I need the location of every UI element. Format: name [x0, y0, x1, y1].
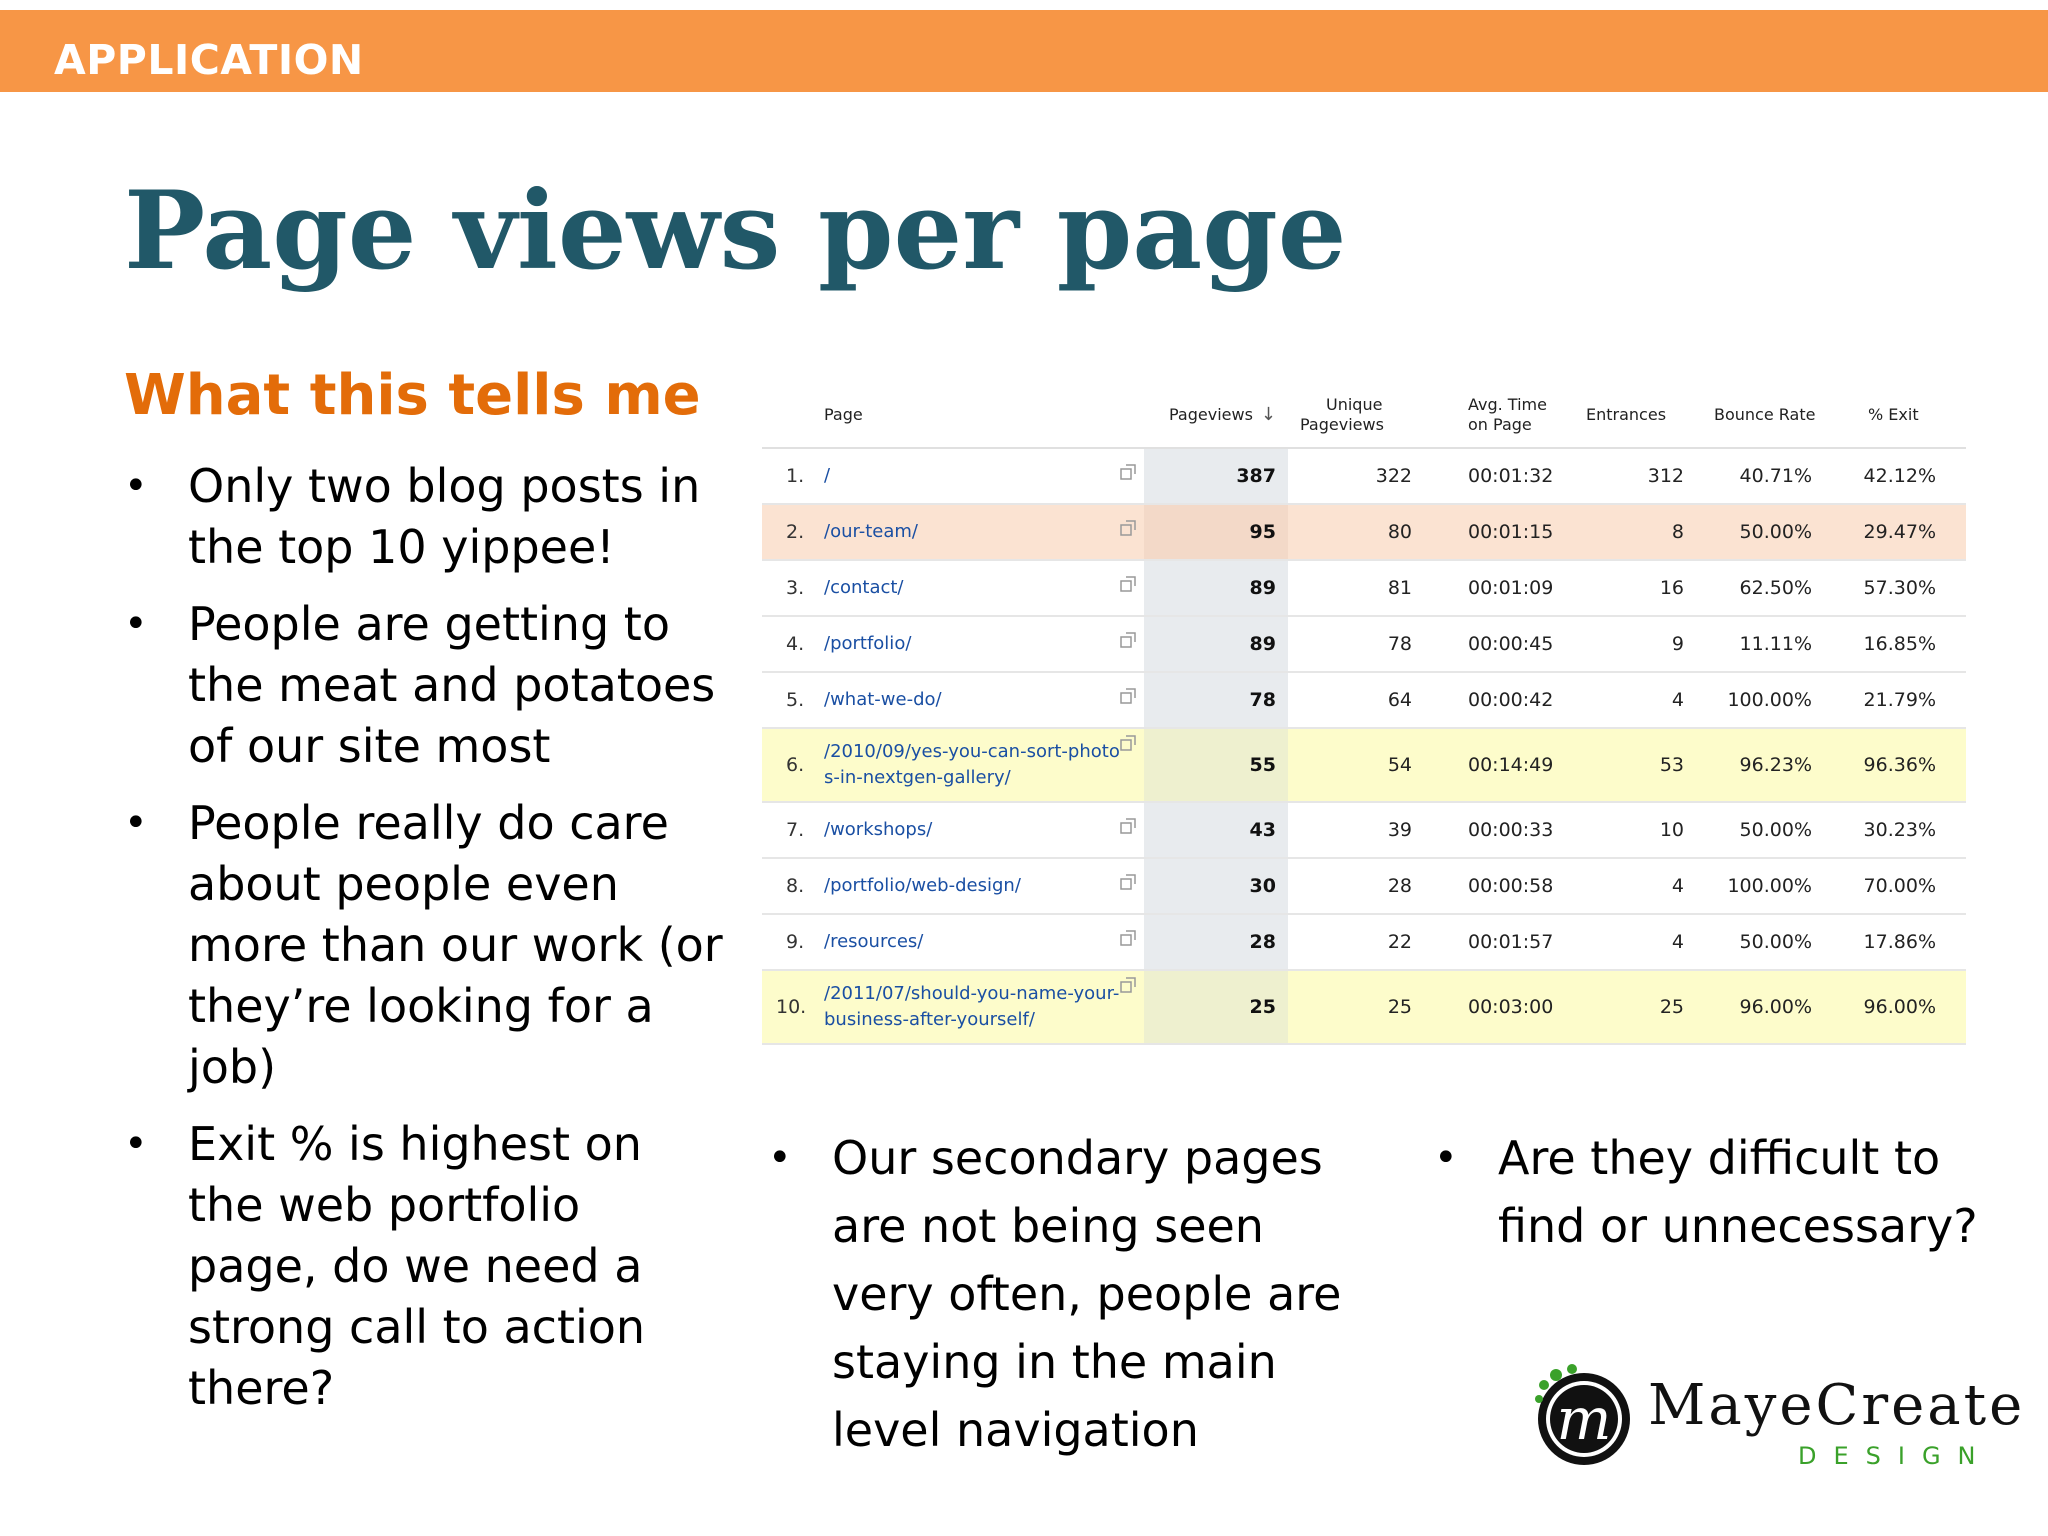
avg-time-cell: 00:00:33 [1428, 802, 1586, 858]
entrances-cell: 16 [1586, 560, 1700, 616]
avgtime-header-line1: Avg. Time [1468, 394, 1547, 414]
exit-cell: 21.79% [1828, 672, 1966, 728]
table-header-row [762, 382, 1966, 448]
analytics-table-screenshot [762, 382, 1966, 1042]
exit-cell: 16.85% [1828, 616, 1966, 672]
open-external-icon[interactable] [1120, 735, 1136, 751]
entrances-cell: 312 [1586, 448, 1700, 504]
unique-pageviews-cell: 39 [1288, 802, 1428, 858]
pageviews-cell: 387 [1144, 448, 1288, 504]
pageviews-cell: 78 [1144, 672, 1288, 728]
exit-cell: 30.23% [1828, 802, 1966, 858]
bullet-item [124, 594, 724, 777]
mayecreate-logo [1530, 1355, 2026, 1470]
exit-cell: 70.00% [1828, 858, 1966, 914]
row-index: 4. [762, 616, 824, 672]
unique-pageviews-cell: 80 [1288, 504, 1428, 560]
pageviews-cell: 28 [1144, 914, 1288, 970]
bullet-item [1434, 1124, 2034, 1260]
table-row-highlighted [762, 970, 1966, 1044]
middle-bullet-list [768, 1124, 1368, 1464]
bullet-item [124, 456, 724, 578]
logo-monogram-icon [1530, 1363, 1640, 1473]
avg-time-cell: 00:01:09 [1428, 560, 1586, 616]
unique-pageviews-cell: 81 [1288, 560, 1428, 616]
bounce-rate-cell: 11.11% [1700, 616, 1828, 672]
bounce-rate-cell: 50.00% [1700, 802, 1828, 858]
logo-monogram-letter: m [1556, 1385, 1612, 1453]
unique-pageviews-cell: 25 [1288, 970, 1428, 1044]
bullet-text: People are getting to the meat and potatoes of our site most [188, 597, 716, 773]
table-row-highlighted [762, 728, 1966, 802]
avg-time-cell: 00:00:45 [1428, 616, 1586, 672]
page-link[interactable] [824, 728, 1144, 802]
open-external-icon[interactable] [1120, 818, 1136, 834]
bullet-text: Our secondary pages are not being seen very often, people are staying in the main level navigation [832, 1131, 1342, 1457]
pageviews-cell: 43 [1144, 802, 1288, 858]
pageviews-cell: 25 [1144, 970, 1288, 1044]
logo-name: MayeCreate [1648, 1373, 2026, 1438]
page-path: /contact/ [824, 577, 904, 598]
sort-descending-icon: ↓ [1260, 403, 1276, 425]
row-index: 5. [762, 672, 824, 728]
page-link[interactable] [824, 616, 1144, 672]
exit-cell: 96.36% [1828, 728, 1966, 802]
avg-time-cell: 00:03:00 [1428, 970, 1586, 1044]
bullet-dot-icon: • [124, 463, 148, 509]
exit-cell: 17.86% [1828, 914, 1966, 970]
page-path: /our-team/ [824, 521, 918, 542]
entrances-cell: 9 [1586, 616, 1700, 672]
page-link[interactable] [824, 448, 1144, 504]
page-path: /portfolio/web-design/ [824, 875, 1021, 896]
row-index: 8. [762, 858, 824, 914]
open-external-icon[interactable] [1120, 688, 1136, 704]
bounce-rate-cell: 40.71% [1700, 448, 1828, 504]
page-link[interactable] [824, 802, 1144, 858]
page-link[interactable] [824, 914, 1144, 970]
unique-pageviews-cell: 64 [1288, 672, 1428, 728]
unique-pageviews-cell: 28 [1288, 858, 1428, 914]
header-label: APPLICATION [54, 36, 364, 84]
header-bar [0, 10, 2048, 92]
open-external-icon[interactable] [1120, 632, 1136, 648]
left-bullet-list [124, 456, 724, 1435]
avgtime-header-line2: on Page [1468, 414, 1532, 434]
page-path: /2010/09/yes-you-can-sort-photos-in-nextgen-gallery/ [824, 741, 1120, 788]
page-path: / [824, 465, 831, 486]
bounce-rate-cell: 50.00% [1700, 914, 1828, 970]
entrances-cell: 10 [1586, 802, 1700, 858]
col-header-avg-time[interactable] [1428, 382, 1586, 448]
unique-pageviews-cell: 54 [1288, 728, 1428, 802]
unique-pageviews-cell: 22 [1288, 914, 1428, 970]
bullet-text: Only two blog posts in the top 10 yippee! [188, 459, 701, 574]
page-link[interactable] [824, 560, 1144, 616]
page-title: Page views per page [124, 168, 1347, 294]
avg-time-cell: 00:01:15 [1428, 504, 1586, 560]
page-link[interactable] [824, 672, 1144, 728]
avg-time-cell: 00:00:58 [1428, 858, 1586, 914]
bullet-dot-icon: • [1434, 1135, 1458, 1181]
bounce-rate-cell: 100.00% [1700, 672, 1828, 728]
col-header-page[interactable]: Page [824, 382, 1144, 448]
table-row [762, 448, 1966, 504]
open-external-icon[interactable] [1120, 977, 1136, 993]
col-header-entrances[interactable]: Entrances [1586, 382, 1700, 448]
avg-time-cell: 00:00:42 [1428, 672, 1586, 728]
col-header-bounce-rate[interactable]: Bounce Rate [1700, 382, 1828, 448]
open-external-icon[interactable] [1120, 520, 1136, 536]
page-link[interactable] [824, 970, 1144, 1044]
exit-cell: 96.00% [1828, 970, 1966, 1044]
row-index: 1. [762, 448, 824, 504]
page-link[interactable] [824, 858, 1144, 914]
pageviews-cell: 30 [1144, 858, 1288, 914]
col-header-index [762, 382, 824, 448]
entrances-cell: 8 [1586, 504, 1700, 560]
row-index: 9. [762, 914, 824, 970]
unique-pageviews-cell: 322 [1288, 448, 1428, 504]
row-index: 10. [762, 970, 824, 1044]
unique-header-line1: Unique [1326, 394, 1383, 414]
pageviews-cell: 89 [1144, 560, 1288, 616]
bounce-rate-cell: 62.50% [1700, 560, 1828, 616]
right-bullet-list [1434, 1124, 2034, 1260]
page-path: /2011/07/should-you-name-your-business-after-yourself/ [824, 983, 1120, 1030]
row-index: 6. [762, 728, 824, 802]
bounce-rate-cell: 96.00% [1700, 970, 1828, 1044]
avg-time-cell: 00:01:57 [1428, 914, 1586, 970]
table-row [762, 672, 1966, 728]
exit-cell: 57.30% [1828, 560, 1966, 616]
col-header-exit[interactable]: % Exit [1828, 382, 1966, 448]
table-row [762, 616, 1966, 672]
exit-cell: 29.47% [1828, 504, 1966, 560]
table-row [762, 802, 1966, 858]
row-index: 7. [762, 802, 824, 858]
pageviews-cell: 89 [1144, 616, 1288, 672]
open-external-icon[interactable] [1120, 576, 1136, 592]
pageviews-cell: 55 [1144, 728, 1288, 802]
page-path: /what-we-do/ [824, 689, 942, 710]
page-path: /resources/ [824, 931, 924, 952]
entrances-cell: 4 [1586, 914, 1700, 970]
bullet-dot-icon: • [124, 800, 148, 846]
page-path: /workshops/ [824, 819, 933, 840]
bullet-item [124, 1114, 724, 1419]
pageviews-header-label: Pageviews [1168, 404, 1253, 424]
table-row [762, 914, 1966, 970]
unique-header-line2: Pageviews [1300, 414, 1384, 434]
col-header-pageviews[interactable] [1144, 382, 1288, 448]
open-external-icon[interactable] [1120, 930, 1136, 946]
bullet-dot-icon: • [124, 601, 148, 647]
logo-subtitle: DESIGN [1798, 1442, 1993, 1470]
avg-time-cell: 00:14:49 [1428, 728, 1586, 802]
bounce-rate-cell: 100.00% [1700, 858, 1828, 914]
page-link[interactable] [824, 504, 1144, 560]
avg-time-cell: 00:01:32 [1428, 448, 1586, 504]
bounce-rate-cell: 50.00% [1700, 504, 1828, 560]
open-external-icon[interactable] [1120, 874, 1136, 890]
open-external-icon[interactable] [1120, 464, 1136, 480]
bullet-text: People really do care about people even more than our work (or they’re looking for a job) [188, 796, 723, 1094]
pageviews-cell: 95 [1144, 504, 1288, 560]
bullet-item [768, 1124, 1368, 1464]
pageviews-table [762, 382, 1966, 1045]
col-header-unique-pageviews[interactable] [1288, 382, 1428, 448]
entrances-cell: 4 [1586, 858, 1700, 914]
row-index: 2. [762, 504, 824, 560]
row-index: 3. [762, 560, 824, 616]
table-row [762, 858, 1966, 914]
bullet-item [124, 793, 724, 1098]
bullet-text: Are they difficult to find or unnecessary? [1498, 1131, 1978, 1253]
page-path: /portfolio/ [824, 633, 912, 654]
bullet-dot-icon: • [124, 1121, 148, 1167]
table-row-highlighted [762, 504, 1966, 560]
unique-pageviews-cell: 78 [1288, 616, 1428, 672]
bullet-dot-icon: • [768, 1135, 792, 1181]
bullet-text: Exit % is highest on the web portfolio page, do we need a strong call to action there? [188, 1117, 646, 1415]
bounce-rate-cell: 96.23% [1700, 728, 1828, 802]
section-heading: What this tells me [124, 363, 701, 428]
entrances-cell: 4 [1586, 672, 1700, 728]
entrances-cell: 53 [1586, 728, 1700, 802]
exit-cell: 42.12% [1828, 448, 1966, 504]
table-row [762, 560, 1966, 616]
entrances-cell: 25 [1586, 970, 1700, 1044]
